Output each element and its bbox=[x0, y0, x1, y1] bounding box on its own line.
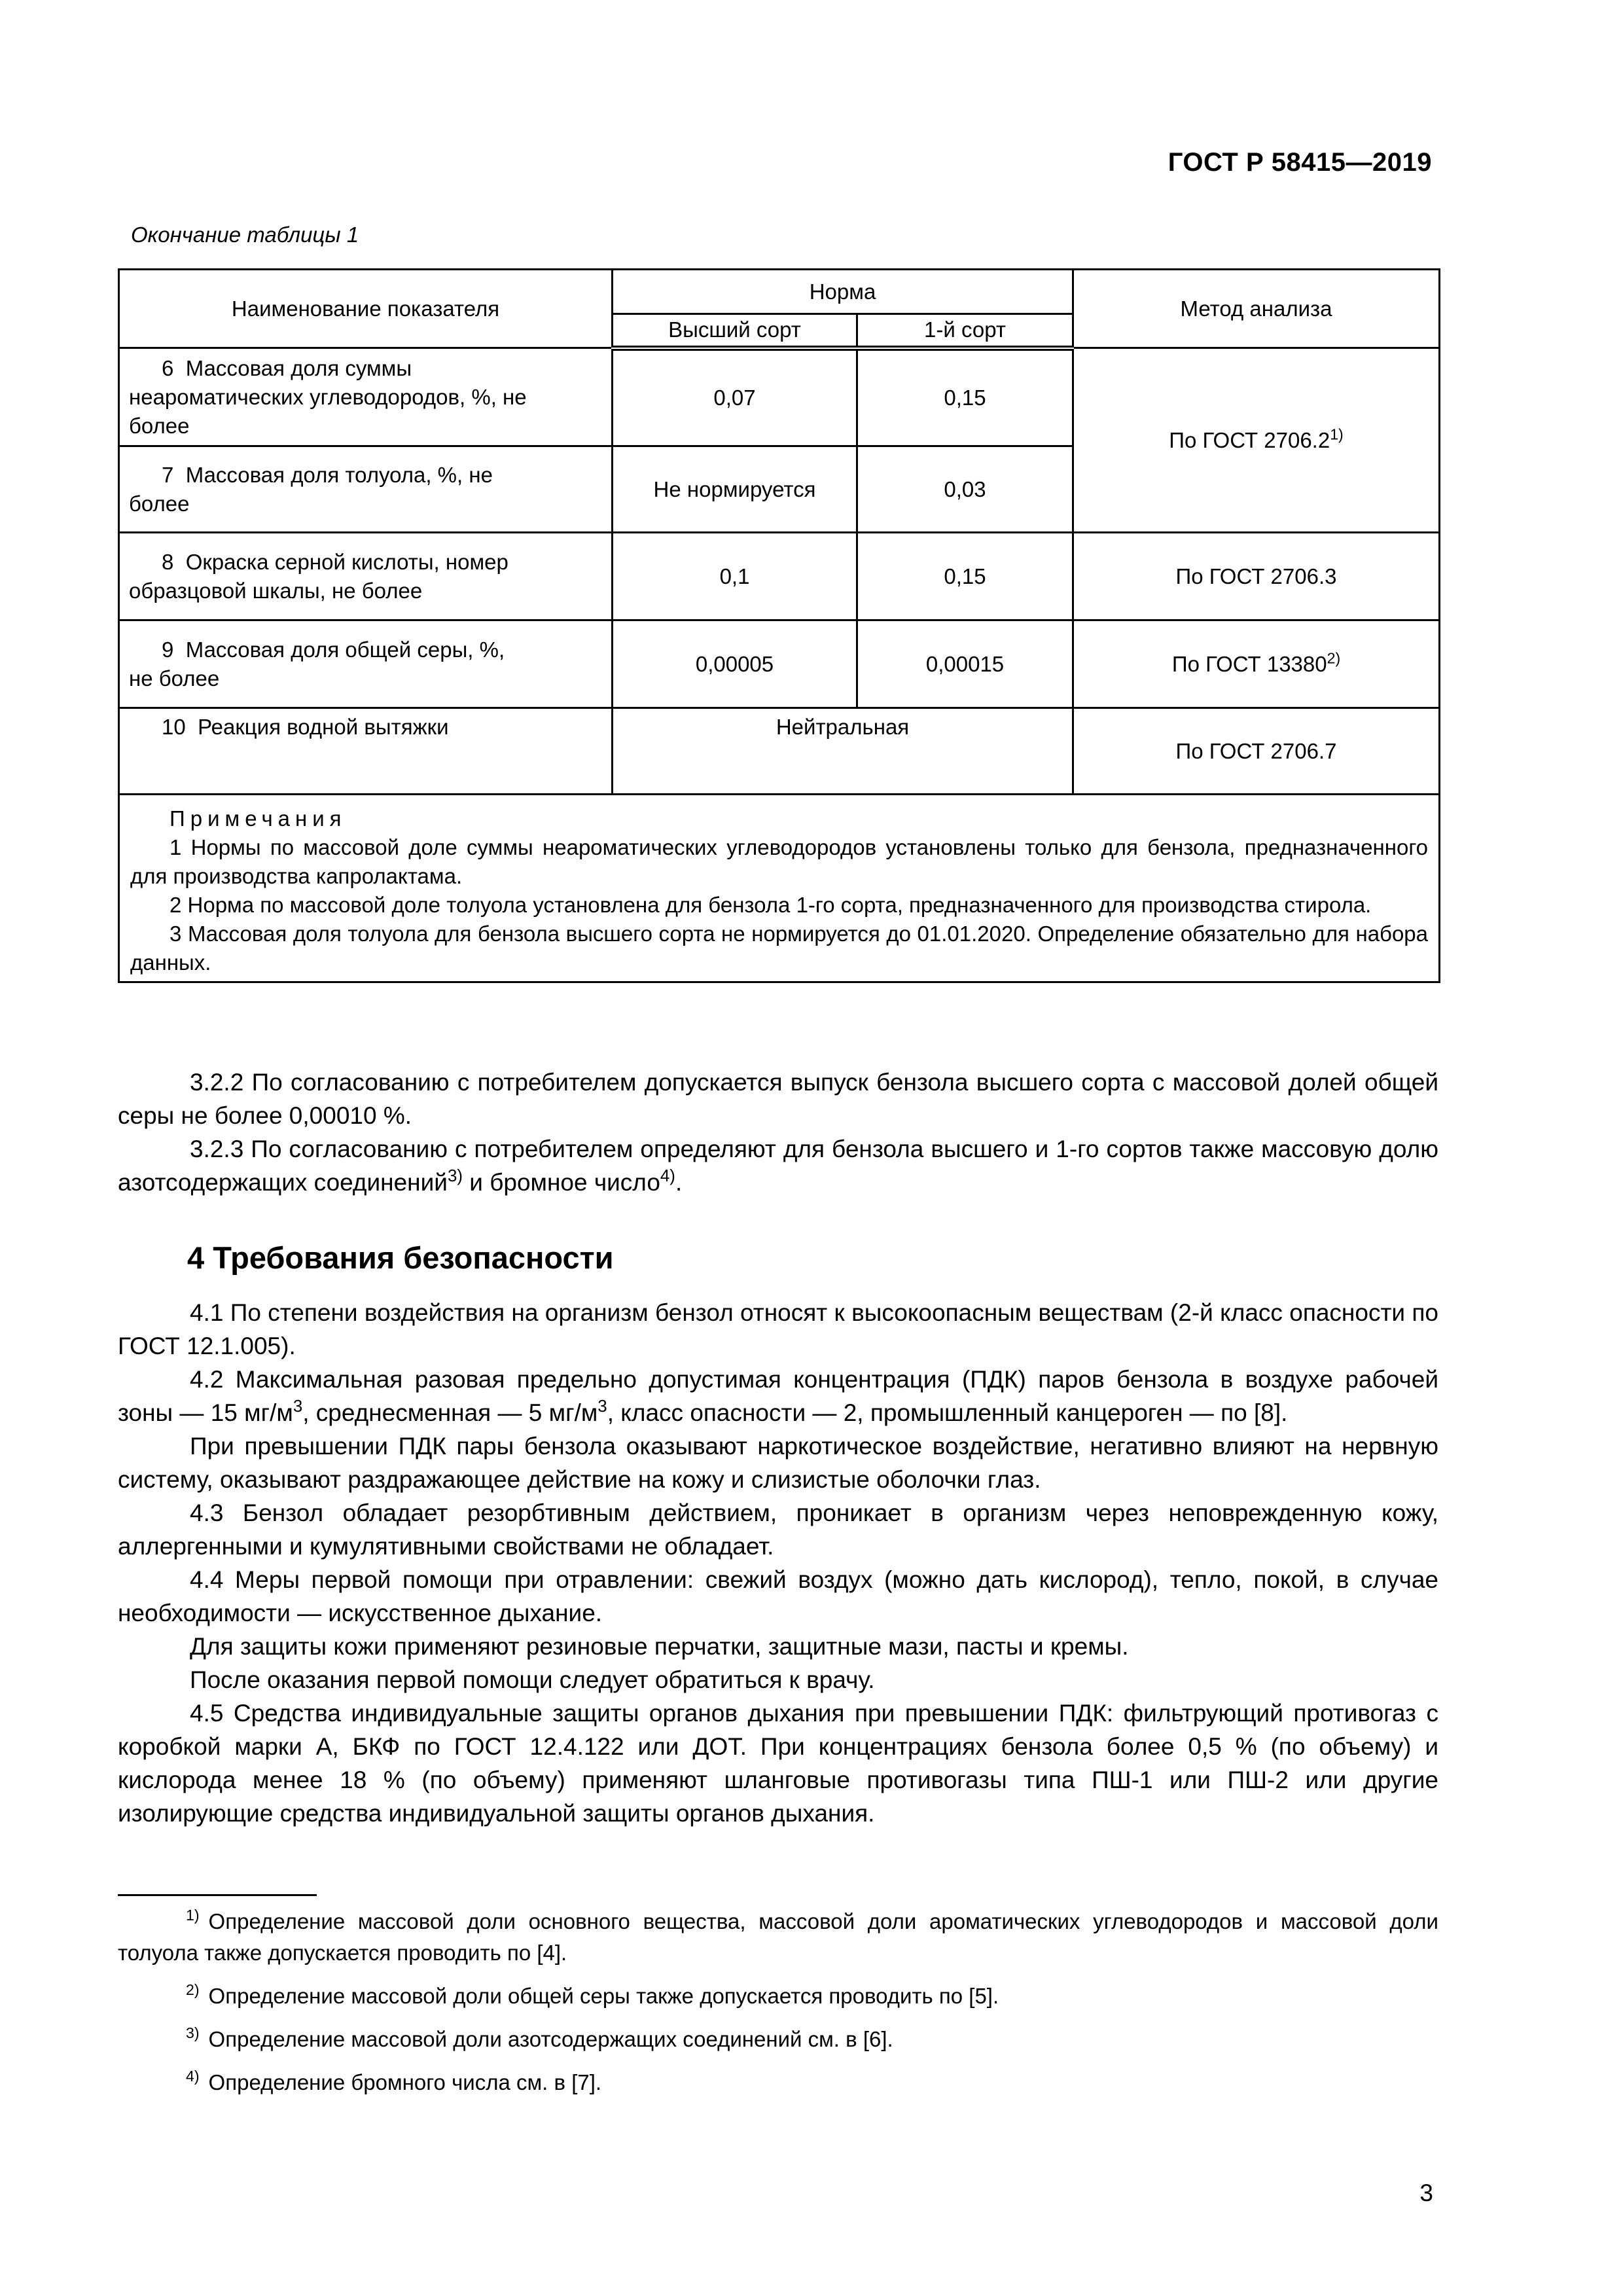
paragraph-4-4-doctor: После оказания первой помощи следует обратиться к врачу. bbox=[190, 1666, 875, 1693]
footnote-2: $^{2)}$ Определение массовой доли общей серы также допускается проводить по [5]. bbox=[186, 1981, 999, 2008]
paragraph-4-4: 4.4 Меры первой помощи при отравлении: свежий воздух (можно дать кислород), тепло, покой, в случае необходимости — искусственное дыхание. bbox=[118, 1566, 1438, 1626]
footnotes bbox=[118, 1906, 1438, 2110]
table-row bbox=[119, 620, 1440, 708]
page-number: 3 bbox=[1419, 2179, 1433, 2206]
table-row bbox=[119, 708, 1440, 795]
note-3: 3 Массовая доля толуола для бензола высшего сорта не нормируется до 01.01.2020. Определение обязательно для набора данных. bbox=[130, 922, 1429, 975]
section-heading: 4 Требования безопасности bbox=[187, 1240, 614, 1275]
row-7-name: 7 Массовая доля толуола, %, не более bbox=[119, 446, 613, 533]
row-8-method: По ГОСТ 2706.3 bbox=[1073, 533, 1440, 620]
row-9-first-grade: 0,00015 bbox=[857, 620, 1073, 708]
table-notes bbox=[119, 795, 1440, 982]
row-9-top-grade: 0,00005 bbox=[613, 620, 857, 708]
header-indicator-name: Наименование показателя bbox=[119, 270, 613, 348]
row-6-7-method: По ГОСТ 2706.2$^{1)}$ bbox=[1073, 348, 1440, 533]
standard-code: ГОСТ Р 58415—2019 bbox=[1168, 148, 1432, 177]
row-6-top-grade: 0,07 bbox=[613, 348, 857, 446]
paragraph-3-2-3: 3.2.3 По согласованию с потребителем определяют для бензола высшего и 1-го сортов также массовую долю азотсодержащих соединений$^{3)}$ и бромное число$^{4)}$. bbox=[118, 1136, 1438, 1196]
clause-3-2 bbox=[118, 1066, 1438, 1199]
footnote-separator bbox=[118, 1894, 317, 1896]
paragraph-4-2-continued: При превышении ПДК пары бензола оказывают наркотическое воздействие, негативно влияют на нервную систему, оказывают раздражающее действие на кожу и слизистые оболочки глаз. bbox=[118, 1433, 1438, 1493]
note-1: 1 Нормы по массовой доле суммы неароматических углеводородов установлены только для бензола, предназначенного для производства капролактама. bbox=[130, 835, 1429, 888]
paragraph-4-4-skin: Для защиты кожи применяют резиновые перчатки, защитные мази, пасты и кремы. bbox=[190, 1633, 1129, 1660]
header-norm: Норма bbox=[613, 270, 1073, 314]
header-top-grade: Высший сорт bbox=[613, 314, 857, 348]
row-10-norm: Нейтральная bbox=[613, 708, 1073, 795]
section-4-body bbox=[118, 1296, 1438, 1830]
specification-table bbox=[118, 268, 1440, 983]
header-first-grade: 1-й сорт bbox=[857, 314, 1073, 348]
paragraph-4-1: 4.1 По степени воздействия на организм бензол относят к высокоопасным веществам (2-й класс опасности по ГОСТ 12.1.005). bbox=[118, 1299, 1438, 1359]
table-row bbox=[119, 533, 1440, 620]
header-method: Метод анализа bbox=[1073, 270, 1440, 348]
paragraph-4-2: 4.2 Максимальная разовая предельно допустимая концентрация (ПДК) паров бензола в воздухе рабочей зоны — 15 $мг/м^3$, среднесменная — 5 $мг/м^3$, класс опасности — 2, промышленный канцероген — по [8]. bbox=[118, 1366, 1438, 1426]
row-6-first-grade: 0,15 bbox=[857, 348, 1073, 446]
note-2: 2 Норма по массовой доле толуола установлена для бензола 1-го сорта, предназначенного для производства стирола. bbox=[169, 893, 1372, 917]
row-7-first-grade: 0,03 bbox=[857, 446, 1073, 533]
row-10-name: 10 Реакция водной вытяжки bbox=[119, 708, 613, 795]
notes-title: Примечания bbox=[169, 806, 347, 831]
row-8-top-grade: 0,1 bbox=[613, 533, 857, 620]
table-caption: Окончание таблицы 1 bbox=[131, 223, 359, 247]
row-9-name: 9 Массовая доля общей серы, %, не более bbox=[119, 620, 613, 708]
row-7-top-grade: Не нормируется bbox=[613, 446, 857, 533]
paragraph-4-5: 4.5 Средства индивидуальные защиты органов дыхания при превышении ПДК: фильтрующий противогаз с коробкой марки А, БКФ по ГОСТ 12.4.122 или ДОТ. При концентрациях бензола более 0,5 % (по объему) и кислорода менее 18 % (по объему) применяют шланговые противогазы типа ПШ-1 или ПШ-2 или другие изолирующие средства индивидуальной защиты органов дыхания. bbox=[118, 1700, 1438, 1827]
row-10-method: По ГОСТ 2706.7 bbox=[1073, 708, 1440, 795]
row-8-first-grade: 0,15 bbox=[857, 533, 1073, 620]
footnote-1: $^{1)}$ Определение массовой доли основного вещества, массовой доли ароматических углеводородов и массовой доли толуола также допускается проводить по [4]. bbox=[118, 1907, 1438, 1965]
row-9-method: По ГОСТ 13380$^{2)}$ bbox=[1073, 620, 1440, 708]
paragraph-3-2-2: 3.2.2 По согласованию с потребителем допускается выпуск бензола высшего сорта с массовой долей общей серы не более 0,00010 %. bbox=[118, 1069, 1438, 1129]
footnote-4: $^{4)}$ Определение бромного числа см. в [7]. bbox=[186, 2068, 602, 2094]
table-notes-row bbox=[119, 795, 1440, 982]
row-8-name: 8 Окраска серной кислоты, номер образцовой шкалы, не более bbox=[119, 533, 613, 620]
footnote-3: $^{3)}$ Определение массовой доли азотсодержащих соединений см. в [6]. bbox=[186, 2024, 893, 2051]
table-row bbox=[119, 348, 1440, 446]
paragraph-4-3: 4.3 Бензол обладает резорбтивным действием, проникает в организм через неповрежденную кожу, аллергенными и кумулятивными свойствами не обладает. bbox=[118, 1499, 1438, 1560]
row-6-name: 6 Массовая доля суммы неароматических углеводородов, %, не более bbox=[119, 348, 613, 446]
